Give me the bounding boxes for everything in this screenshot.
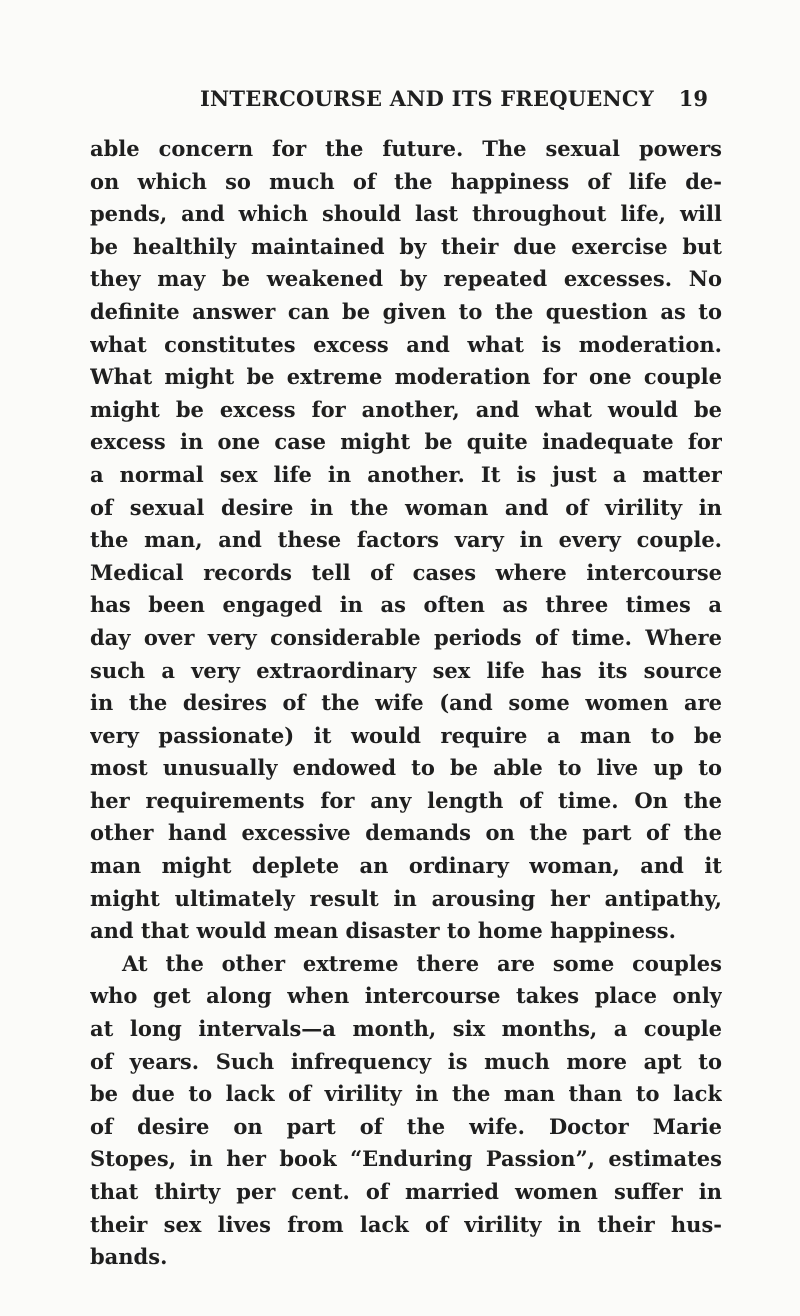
text-line: be healthily maintained by their due exercise but	[90, 233, 722, 259]
text-line: excess in one case might be quite inadequate for	[90, 429, 722, 455]
text-line: the man, and these factors vary in every couple.	[90, 527, 722, 553]
text-line: their sex lives from lack of virility in their hus-	[90, 1211, 722, 1237]
text-line: pends, and which should last throughout life, will	[90, 201, 722, 227]
text-line: who get along when intercourse takes place only	[90, 983, 722, 1009]
text-line: might be excess for another, and what would be	[90, 396, 722, 422]
text-line: of years. Such infrequency is much more apt to	[90, 1048, 722, 1074]
text-line: on which so much of the happiness of life de-	[90, 168, 722, 194]
text-line: such a very extraordinary sex life has its source	[90, 657, 722, 683]
text-line: man might deplete an ordinary woman, and it	[90, 853, 722, 879]
text-line: in the desires of the wife (and some women are	[90, 690, 722, 716]
text-line: most unusually endowed to be able to live up to	[90, 755, 722, 781]
text-line: that thirty per cent. of married women suffer in	[90, 1179, 722, 1204]
text-line: very passionate) it would require a man to be	[90, 722, 722, 748]
text-line: of desire on part of the wife. Doctor Marie	[90, 1113, 722, 1139]
page-number: 19	[678, 86, 708, 111]
running-title: INTERCOURSE AND ITS FREQUENCY	[200, 86, 654, 111]
text-line: able concern for the future. The sexual powers	[90, 136, 722, 161]
text-line: Stopes, in her book “Enduring Passion”, estimates	[90, 1146, 722, 1172]
text-line: has been engaged in as often as three times a	[90, 592, 722, 618]
text-line: be due to lack of virility in the man than to lack	[90, 1081, 722, 1107]
text-line: they may be weakened by repeated excesses. No	[90, 266, 722, 292]
text-line: definite answer can be given to the question as to	[90, 298, 722, 324]
text-line: might ultimately result in arousing her antipathy,	[90, 885, 722, 911]
text-line: other hand excessive demands on the part of the	[90, 820, 722, 846]
text-line: bands.	[90, 1244, 168, 1270]
text-line: a normal sex life in another. It is just a matter	[90, 461, 722, 487]
text-line: Medical records tell of cases where intercourse	[90, 559, 722, 585]
text-line: and that would mean disaster to home happiness.	[90, 918, 676, 944]
text-line: at long intervals—a month, six months, a couple	[90, 1016, 722, 1042]
text-line: What might be extreme moderation for one couple	[90, 364, 722, 390]
running-header	[0, 86, 800, 122]
text-line: her requirements for any length of time. On the	[90, 787, 722, 813]
text-line: day over very considerable periods of time. Where	[90, 624, 722, 650]
body-text	[90, 133, 722, 1274]
paragraph-first-line: At the other extreme there are some couples	[122, 950, 722, 976]
text-line: what constitutes excess and what is moderation.	[90, 331, 722, 357]
text-line: of sexual desire in the woman and of virility in	[90, 494, 722, 520]
